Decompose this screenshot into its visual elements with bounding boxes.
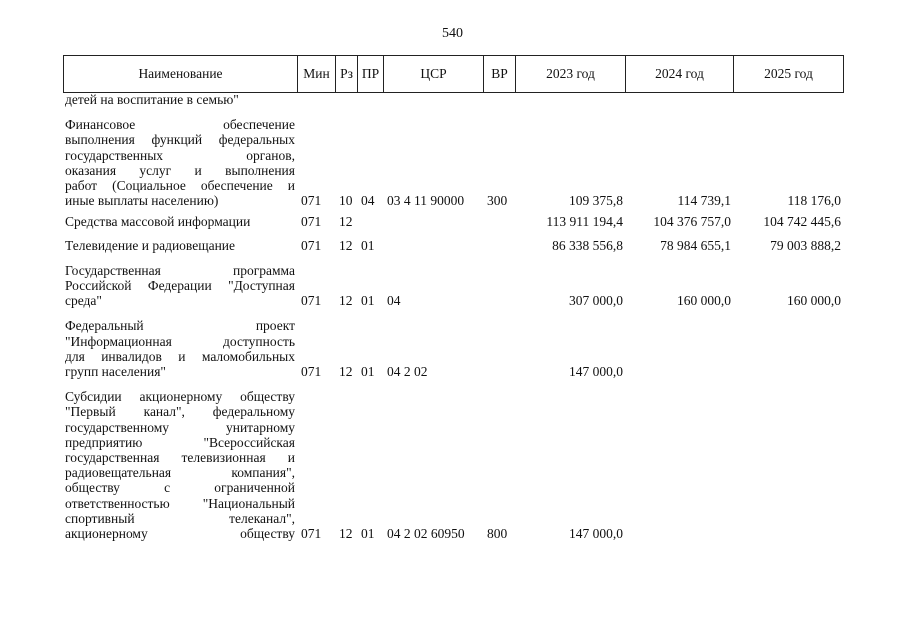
cell-2025: 79 003 888,2 [770, 237, 841, 253]
row-name-line: Финансовое обеспечение [65, 117, 295, 133]
page-number: 540 [442, 26, 463, 41]
table-row [63, 238, 846, 253]
row-name-line: Федеральный проект [65, 318, 295, 334]
cell-rz: 12 [339, 364, 353, 380]
table-row [63, 214, 846, 229]
cell-min: 071 [301, 214, 322, 230]
row-name [63, 318, 297, 379]
cell-pr: 01 [361, 237, 375, 253]
col-header-min: Мин [298, 56, 336, 93]
cell-2025: 118 176,0 [787, 193, 841, 209]
cell-vr: 800 [487, 526, 508, 542]
col-header-pr: ПР [358, 56, 384, 93]
table-row [63, 389, 846, 541]
cell-rz: 10 [339, 193, 353, 209]
cell-2024: 104 376 757,0 [653, 214, 731, 230]
cell-2024: 78 984 655,1 [660, 237, 731, 253]
row-spacer [63, 107, 846, 117]
row-name-line: государственных органов, [65, 147, 295, 163]
table-row [63, 318, 846, 379]
cell-2023: 113 911 194,4 [546, 214, 623, 230]
cell-min: 071 [301, 364, 322, 380]
row-name-line: Государственная программа [65, 262, 295, 278]
cell-pr: 01 [361, 526, 375, 542]
col-header-rz: Рз [336, 56, 358, 93]
row-name-line: для инвалидов и маломобильных [65, 348, 295, 364]
cell-csr: 04 [387, 293, 401, 309]
cell-2023: 147 000,0 [569, 526, 623, 542]
cell-2024: 160 000,0 [677, 293, 731, 309]
table-row [63, 117, 846, 208]
cell-min: 071 [301, 237, 322, 253]
col-header-2023: 2023 год [516, 56, 626, 93]
row-spacer [63, 230, 846, 238]
row-spacer [63, 253, 846, 263]
row-name-line: среда" [65, 293, 102, 309]
cell-rz: 12 [339, 293, 353, 309]
col-header-name: Наименование [64, 56, 298, 93]
row-name-line: детей на воспитание в семью" [65, 92, 239, 107]
row-name-line: Субсидии акционерному обществу [65, 389, 295, 405]
cell-min: 071 [301, 526, 322, 542]
row-name-line: "Информационная доступность [65, 333, 295, 349]
table-body [63, 92, 846, 541]
row-name [63, 238, 297, 253]
cell-pr: 01 [361, 293, 375, 309]
row-name-line: обществу с ограниченной [65, 480, 295, 496]
row-spacer [63, 308, 846, 318]
col-header-vr: ВР [484, 56, 516, 93]
cell-2023: 307 000,0 [569, 293, 623, 309]
row-name-line: Российской Федерации "Доступная [65, 278, 295, 294]
row-name-line: Средства массовой информации [65, 214, 251, 230]
row-spacer [63, 379, 846, 389]
row-name-line: иные выплаты населению) [65, 193, 219, 209]
cell-2023: 147 000,0 [569, 364, 623, 380]
table-row [63, 263, 846, 309]
col-header-csr: ЦСР [384, 56, 484, 93]
row-name-line: выполнения функций федеральных [65, 132, 295, 148]
cell-2023: 109 375,8 [569, 193, 623, 209]
cell-csr: 03 4 11 90000 [387, 193, 465, 209]
row-name-line: радиовещательная компания", [65, 465, 295, 481]
row-name-line: государственному унитарному [65, 419, 295, 435]
row-name-line: "Первый канал", федеральному [65, 404, 295, 420]
cell-rz: 12 [339, 237, 353, 253]
cell-rz: 12 [339, 214, 353, 230]
col-header-2024: 2024 год [626, 56, 734, 93]
cell-rz: 12 [339, 526, 353, 542]
cell-csr: 04 2 02 60950 [387, 526, 465, 542]
row-name [63, 92, 297, 107]
row-name [63, 389, 297, 541]
row-name-line: оказания услуг и выполнения [65, 162, 295, 178]
cell-vr: 300 [487, 193, 508, 209]
row-name-line: государственная телевизионная и [65, 450, 295, 466]
row-name-line: работ (Социальное обеспечение и [65, 178, 295, 194]
cell-min: 071 [301, 293, 322, 309]
row-name-line: предприятию "Всероссийская [65, 434, 295, 450]
table-header [63, 55, 844, 93]
cell-pr: 01 [361, 364, 375, 380]
row-name [63, 117, 297, 208]
cell-pr: 04 [361, 193, 375, 209]
row-name-line: акционерному обществу [65, 526, 295, 542]
row-name [63, 214, 297, 229]
row-name-line: ответственностью "Национальный [65, 495, 295, 511]
cell-2025: 104 742 445,6 [763, 214, 841, 230]
cell-csr: 04 2 02 [387, 364, 428, 380]
row-name [63, 263, 297, 309]
row-name-line: Телевидение и радиовещание [65, 237, 236, 253]
cell-2024: 114 739,1 [677, 193, 731, 209]
cell-2025: 160 000,0 [787, 293, 841, 309]
cell-2023: 86 338 556,8 [552, 237, 623, 253]
col-header-2025: 2025 год [734, 56, 844, 93]
cell-min: 071 [301, 193, 322, 209]
row-name-line: групп населения" [65, 364, 166, 380]
table-row [63, 92, 846, 107]
row-name-line: спортивный телеканал", [65, 510, 295, 526]
